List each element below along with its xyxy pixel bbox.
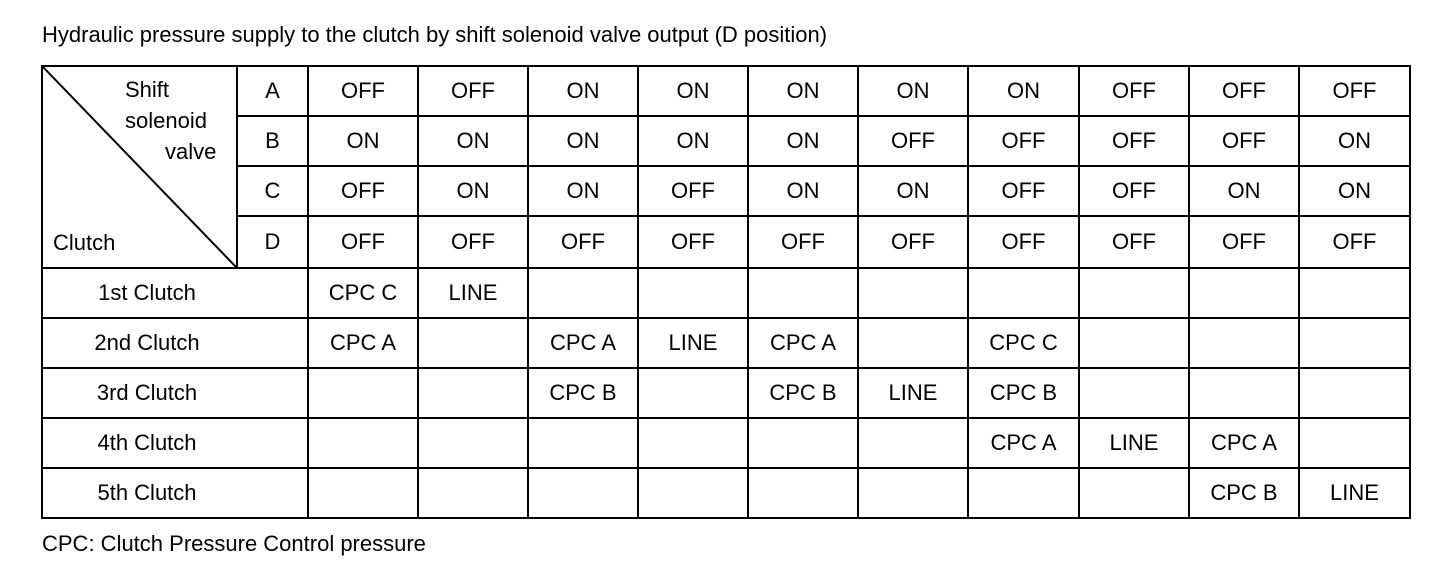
clutch-row (42, 418, 1410, 468)
pressure-cell (858, 268, 968, 318)
pressure-cell: CPC B (1189, 468, 1299, 518)
pressure-cell (1299, 418, 1410, 468)
pressure-cell: CPC B (748, 368, 858, 418)
pressure-cell (528, 268, 638, 318)
pressure-cell (308, 418, 418, 468)
valve-state-cell: ON (1299, 116, 1410, 166)
valve-label: B (237, 116, 308, 166)
pressure-cell (1189, 318, 1299, 368)
clutch-name: 3rd Clutch (42, 368, 308, 418)
pressure-cell (968, 468, 1079, 518)
valve-state-cell: OFF (858, 216, 968, 268)
valve-state-cell: OFF (968, 116, 1079, 166)
clutch-row (42, 268, 1410, 318)
valve-label: C (237, 166, 308, 216)
valve-state-cell: OFF (1079, 66, 1189, 116)
corner-header (42, 66, 237, 268)
valve-state-cell: OFF (1189, 66, 1299, 116)
pressure-cell: CPC A (1189, 418, 1299, 468)
valve-state-cell: OFF (308, 216, 418, 268)
valve-state-cell: OFF (528, 216, 638, 268)
pressure-cell (858, 468, 968, 518)
valve-state-cell: OFF (1299, 216, 1410, 268)
pressure-cell: CPC B (968, 368, 1079, 418)
pressure-cell (968, 268, 1079, 318)
valve-state-cell: ON (308, 116, 418, 166)
clutch-row (42, 368, 1410, 418)
pressure-cell (858, 418, 968, 468)
valve-state-cell: OFF (968, 166, 1079, 216)
pressure-cell (308, 468, 418, 518)
pressure-cell (418, 468, 528, 518)
valve-state-cell: ON (638, 116, 748, 166)
pressure-cell: CPC C (308, 268, 418, 318)
valve-state-cell: OFF (418, 216, 528, 268)
solenoid-row (42, 216, 1410, 268)
clutch-name: 5th Clutch (42, 468, 308, 518)
valve-state-cell: OFF (1189, 116, 1299, 166)
valve-state-cell: OFF (308, 166, 418, 216)
clutch-row (42, 318, 1410, 368)
pressure-cell (1189, 368, 1299, 418)
clutch-row (42, 468, 1410, 518)
pressure-cell: LINE (858, 368, 968, 418)
clutch-name: 2nd Clutch (42, 318, 308, 368)
pressure-cell: CPC B (528, 368, 638, 418)
corner-label-clutch: Clutch (53, 230, 116, 255)
valve-state-cell: ON (1189, 166, 1299, 216)
pressure-cell: LINE (1299, 468, 1410, 518)
clutch-pressure-table (41, 65, 1411, 519)
pressure-cell (308, 368, 418, 418)
valve-state-cell: OFF (858, 116, 968, 166)
valve-state-cell: OFF (1079, 166, 1189, 216)
corner-label-shift: Shift (125, 77, 170, 102)
valve-state-cell: ON (418, 116, 528, 166)
pressure-cell (1299, 368, 1410, 418)
pressure-cell (1079, 368, 1189, 418)
solenoid-row (42, 116, 1410, 166)
valve-label: D (237, 216, 308, 268)
valve-state-cell: OFF (638, 166, 748, 216)
pressure-cell (638, 368, 748, 418)
pressure-cell: CPC A (308, 318, 418, 368)
pressure-cell (1079, 318, 1189, 368)
valve-label: A (237, 66, 308, 116)
corner-label-solenoid: solenoid (125, 108, 207, 133)
valve-state-cell: ON (528, 66, 638, 116)
valve-state-cell: ON (748, 66, 858, 116)
pressure-cell (638, 418, 748, 468)
valve-state-cell: OFF (418, 66, 528, 116)
valve-state-cell: ON (418, 166, 528, 216)
pressure-cell (418, 368, 528, 418)
valve-state-cell: ON (748, 166, 858, 216)
valve-state-cell: ON (638, 66, 748, 116)
clutch-name: 1st Clutch (42, 268, 308, 318)
pressure-cell (418, 418, 528, 468)
pressure-cell: CPC A (748, 318, 858, 368)
valve-state-cell: OFF (1299, 66, 1410, 116)
table-title: Hydraulic pressure supply to the clutch by shift solenoid valve output (D position) (42, 22, 828, 47)
clutch-name: 4th Clutch (42, 418, 308, 468)
pressure-cell (638, 268, 748, 318)
solenoid-row (42, 166, 1410, 216)
valve-state-cell: OFF (308, 66, 418, 116)
footnote: CPC: Clutch Pressure Control pressure (42, 531, 426, 556)
valve-state-cell: ON (858, 66, 968, 116)
valve-state-cell: OFF (1079, 216, 1189, 268)
pressure-cell: LINE (638, 318, 748, 368)
pressure-cell: CPC A (968, 418, 1079, 468)
pressure-cell (1299, 318, 1410, 368)
pressure-cell: LINE (418, 268, 528, 318)
valve-state-cell: OFF (1189, 216, 1299, 268)
pressure-cell (858, 318, 968, 368)
pressure-cell (528, 468, 638, 518)
valve-state-cell: ON (858, 166, 968, 216)
valve-state-cell: ON (1299, 166, 1410, 216)
pressure-cell (1189, 268, 1299, 318)
pressure-cell (418, 318, 528, 368)
pressure-cell: LINE (1079, 418, 1189, 468)
valve-state-cell: ON (968, 66, 1079, 116)
pressure-cell (1079, 468, 1189, 518)
pressure-cell: CPC A (528, 318, 638, 368)
pressure-cell (1079, 268, 1189, 318)
pressure-cell (748, 468, 858, 518)
corner-label-valve: valve (165, 139, 217, 164)
valve-state-cell: OFF (748, 216, 858, 268)
pressure-cell (748, 418, 858, 468)
solenoid-row (42, 66, 1410, 116)
pressure-cell (1299, 268, 1410, 318)
valve-state-cell: ON (528, 116, 638, 166)
pressure-cell (748, 268, 858, 318)
valve-state-cell: OFF (638, 216, 748, 268)
pressure-cell (528, 418, 638, 468)
valve-state-cell: OFF (1079, 116, 1189, 166)
valve-state-cell: ON (748, 116, 858, 166)
valve-state-cell: OFF (968, 216, 1079, 268)
pressure-cell: CPC C (968, 318, 1079, 368)
pressure-cell (638, 468, 748, 518)
valve-state-cell: ON (528, 166, 638, 216)
